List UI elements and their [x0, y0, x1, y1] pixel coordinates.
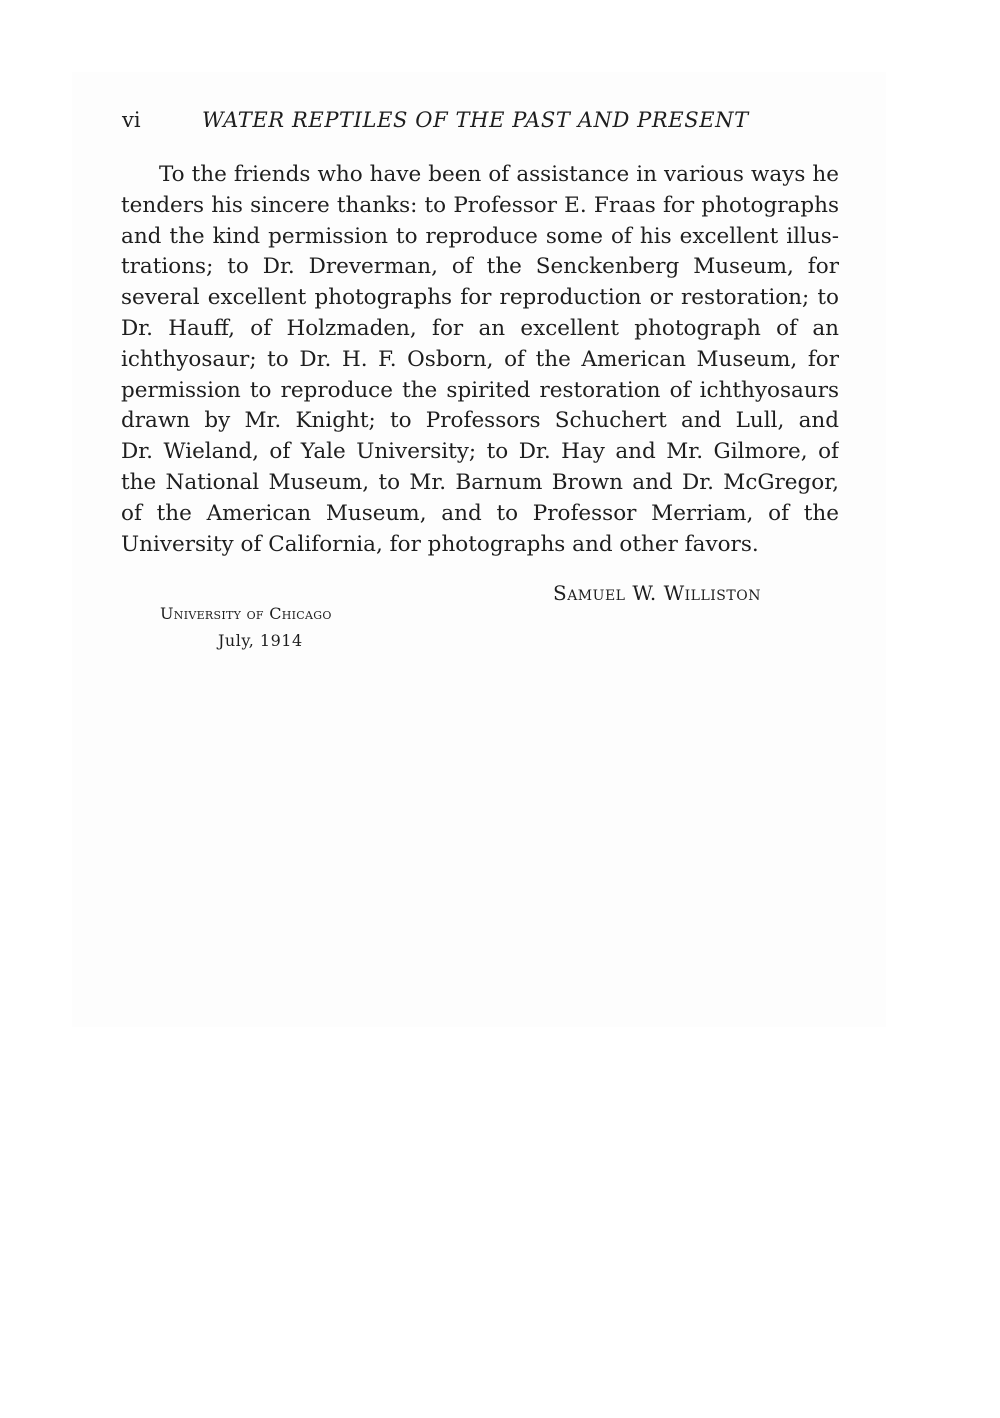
paragraph-line: several excellent photographs for reproduction or restoration; to [121, 285, 839, 311]
paragraph-line: Dr. Hauff, of Holzmaden, for an excellent photograph of an [121, 315, 839, 341]
running-title: WATER REPTILES OF THE PAST AND PRESENT [202, 108, 749, 132]
paragraph-line: To the friends who have been of assistance in various ways he [159, 162, 839, 187]
paragraph-line: ichthyosaur; to Dr. H. F. Osborn, of the American Museum, for [121, 346, 839, 372]
paragraph-line: permission to reproduce the spirited restoration of ichthyosaurs [121, 377, 839, 403]
paragraph-line: Dr. Wieland, of Yale University; to Dr. Hay and Mr. Gilmore, of [121, 439, 839, 465]
paragraph-line: of the American Museum, and to Professor Merriam, of the [121, 500, 839, 526]
author-affiliation: University of Chicago [160, 604, 332, 623]
preface-date: July, 1914 [218, 631, 303, 650]
running-head [122, 103, 822, 137]
paragraph-line: trations; to Dr. Dreverman, of the Senckenberg Museum, for [121, 254, 839, 280]
paragraph-line: drawn by Mr. Knight; to Professors Schuchert and Lull, and [121, 408, 839, 434]
page-number: vi [122, 108, 141, 132]
paragraph-line: tenders his sincere thanks: to Professor E. Fraas for photographs [121, 192, 839, 218]
paragraph-line: the National Museum, to Mr. Barnum Brown and Dr. McGregor, [121, 469, 839, 495]
paragraph-line: University of California, for photographs and other favors. [121, 531, 759, 557]
author-signature: Samuel W. Williston [553, 581, 761, 605]
acknowledgements-paragraph [121, 160, 839, 560]
paragraph-line: and the kind permission to reproduce some of his excellent illus- [121, 223, 839, 249]
